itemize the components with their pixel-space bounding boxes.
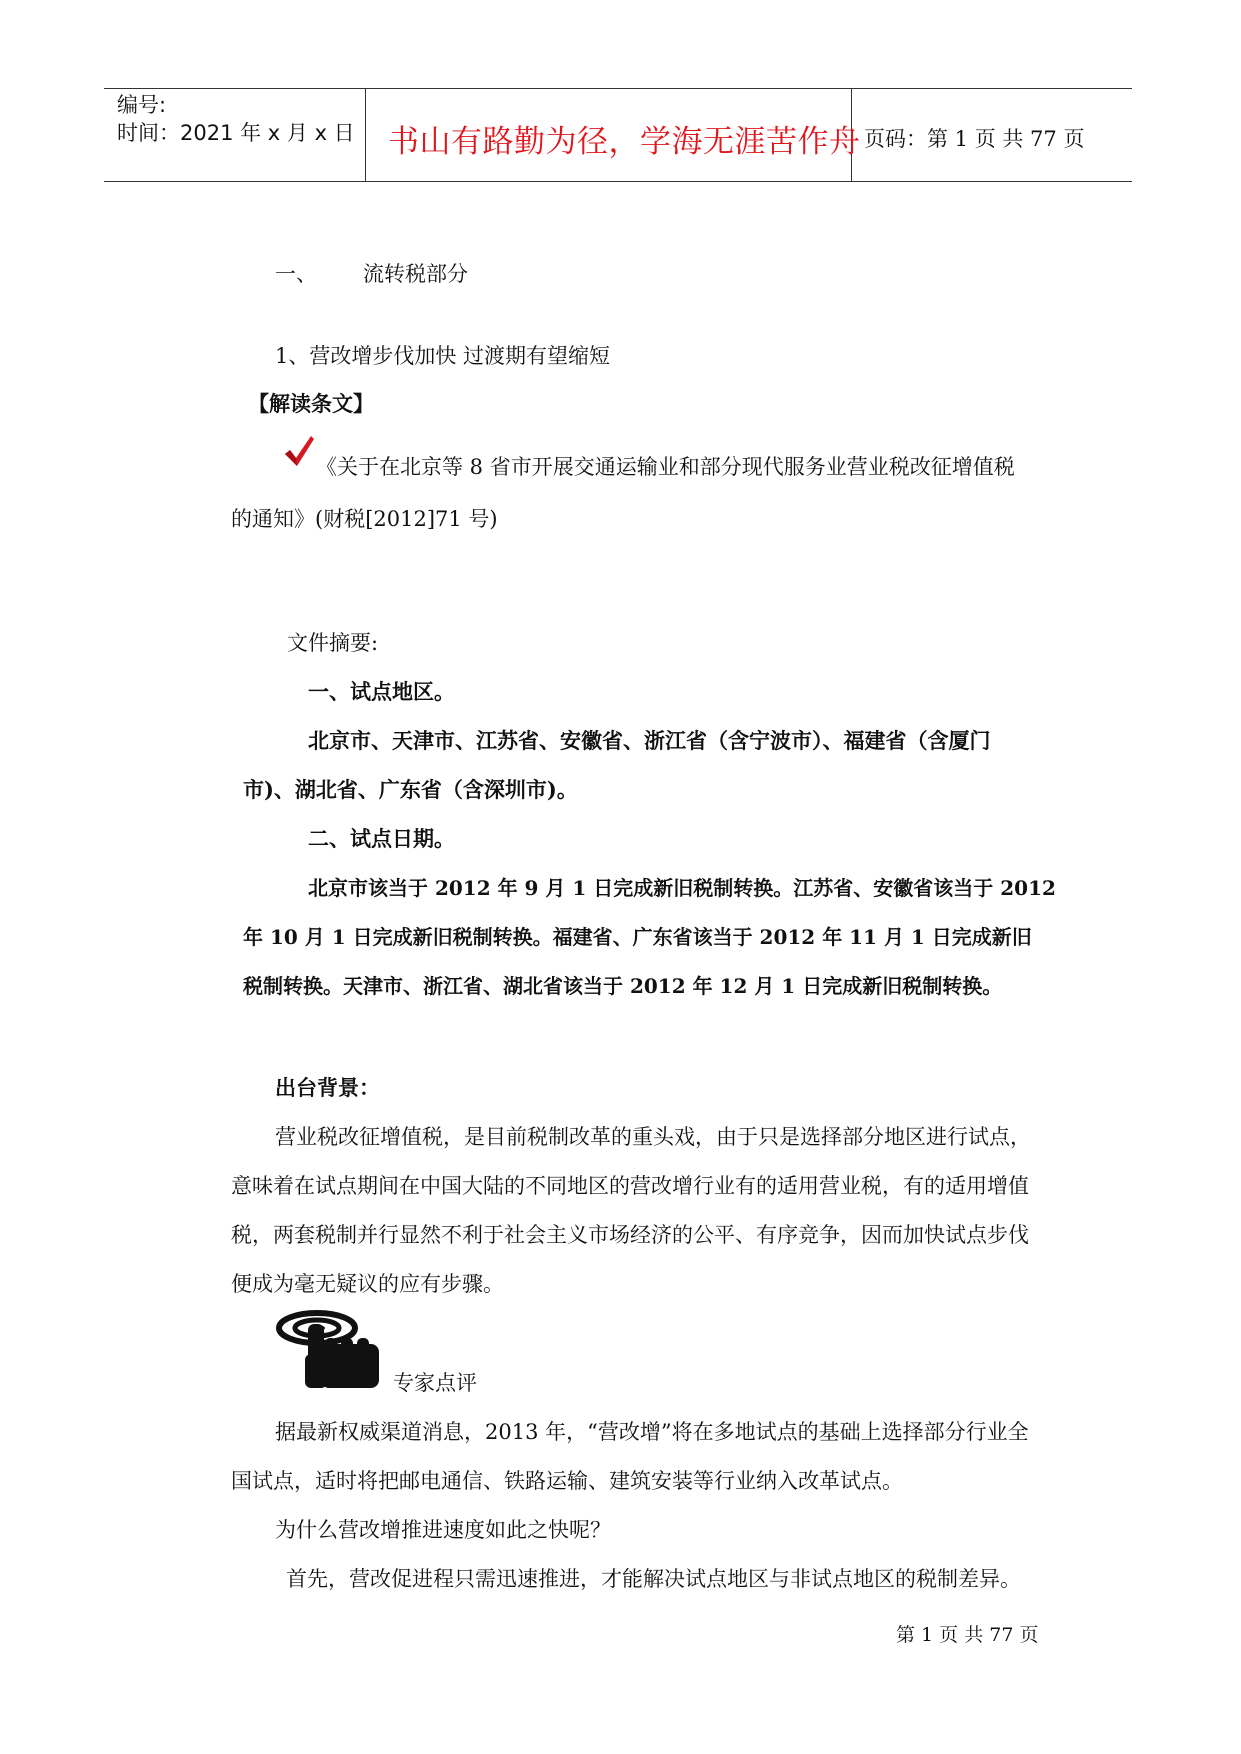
- header-bottom-rule: [104, 181, 1132, 182]
- section-number: 一、: [275, 262, 317, 286]
- background-line4: 便成为毫无疑议的应有步骤。: [231, 1272, 504, 1296]
- background-line2: 意味着在试点期间在中国大陆的不同地区的营改增行业有的适用营业税，有的适用增值: [231, 1174, 1029, 1198]
- region-line2: 市)、湖北省、广东省（含深圳市)。: [243, 777, 578, 802]
- pointing-hand-signal-icon: [275, 1308, 385, 1390]
- date-heading: 二、试点日期。: [308, 826, 455, 851]
- expert-line1: 据最新权威渠道消息，2013 年，“营改增”将在多地试点的基础上选择部分行业全: [275, 1420, 1029, 1444]
- region-line1: 北京市、天津市、江苏省、安徽省、浙江省（含宁波市）、福建省（含厦门: [308, 728, 991, 753]
- header-page-info: 页码：第 1 页 共 77 页: [864, 127, 1085, 151]
- summary-label: 文件摘要:: [287, 631, 379, 655]
- item-title: 1、营改增步伐加快 过渡期有望缩短: [275, 344, 611, 368]
- background-line1: 营业税改征增值税，是目前税制改革的重头戏，由于只是选择部分地区进行试点，: [275, 1125, 1031, 1149]
- expert-label: 专家点评: [393, 1371, 477, 1395]
- red-check-icon: [283, 434, 315, 468]
- background-label: 出台背景：: [275, 1075, 380, 1100]
- date-line2: 年 10 月 1 日完成新旧税制转换。福建省、广东省该当于 2012 年 11 月 1 日完成新旧: [243, 925, 1032, 949]
- date-line1: 北京市该当于 2012 年 9 月 1 日完成新旧税制转换。江苏省、安徽省该当于 2012: [308, 876, 1056, 900]
- header-date-label: 时间：2021 年 x 月 x 日: [117, 121, 355, 145]
- header-divider-left: [365, 88, 366, 181]
- expert-line4: 首先，营改促进程只需迅速推进，才能解决试点地区与非试点地区的税制差异。: [286, 1567, 1021, 1591]
- expert-line2: 国试点，适时将把邮电通信、铁路运输、建筑安装等行业纳入改革试点。: [231, 1469, 903, 1493]
- section-title: 流转税部分: [363, 262, 468, 286]
- header-motto: 书山有路勤为径，学海无涯苦作舟: [388, 124, 861, 160]
- doc-title-line2: 的通知》(财税[2012]71 号): [231, 507, 498, 531]
- interpret-label: 【解读条文】: [248, 391, 374, 416]
- header-top-rule: [104, 88, 1132, 89]
- background-line3: 税，两套税制并行显然不利于社会主义市场经济的公平、有序竞争，因而加快试点步伐: [231, 1223, 1029, 1247]
- page-footer: 第 1 页 共 77 页: [896, 1624, 1039, 1646]
- date-line3: 税制转换。天津市、浙江省、湖北省该当于 2012 年 12 月 1 日完成新旧税制转换。: [243, 974, 1003, 998]
- doc-title-line1: 《关于在北京等 8 省市开展交通运输业和部分现代服务业营业税改征增值税: [316, 455, 1015, 479]
- header-number-label: 编号:: [117, 93, 167, 117]
- expert-line3: 为什么营改增推进速度如此之快呢？: [275, 1518, 611, 1542]
- region-heading: 一、试点地区。: [308, 679, 455, 704]
